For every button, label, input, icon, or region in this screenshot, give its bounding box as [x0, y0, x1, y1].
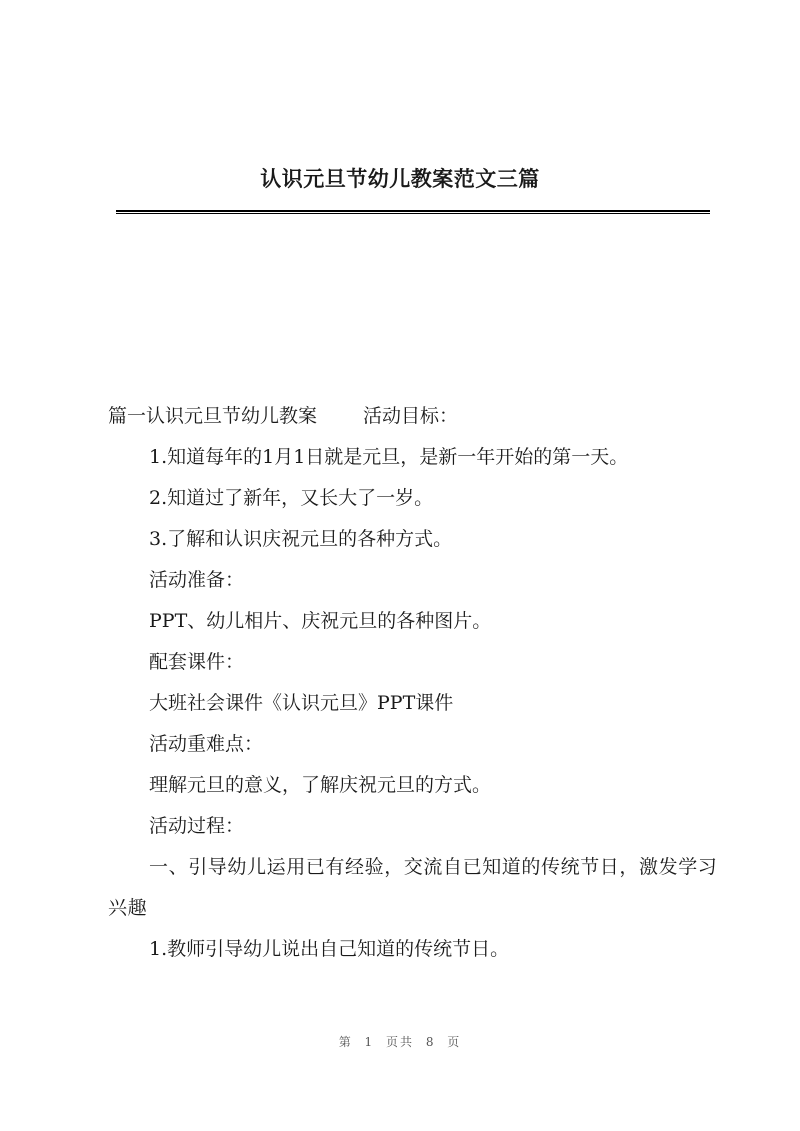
- paragraph: 理解元旦的意义，了解庆祝元旦的方式。: [149, 774, 492, 796]
- paragraph: 活动过程：: [149, 815, 245, 837]
- paragraph: 活动准备：: [149, 569, 245, 591]
- paragraph: 3.了解和认识庆祝元旦的各种方式。: [149, 528, 453, 550]
- paragraph: 1.教师引导幼儿说出自己知道的传统节日。: [149, 938, 510, 960]
- document-title: 认识元旦节幼儿教案范文三篇: [260, 167, 540, 191]
- goals-label: 活动目标：: [363, 405, 459, 427]
- section-heading: 篇一认识元旦节幼儿教案: [108, 405, 318, 427]
- paragraph: 配套课件：: [149, 651, 245, 673]
- paragraph: PPT、幼儿相片、庆祝元旦的各种图片。: [149, 610, 492, 632]
- paragraph: 2.知道过了新年，又长大了一岁。: [149, 487, 434, 509]
- paragraph: 1.知道每年的1月1日就是元旦，是新一年开始的第一天。: [149, 446, 629, 468]
- paragraph: 一、引导幼儿运用已有经验，交流自已知道的传统节日，激发学习兴趣: [108, 856, 718, 919]
- paragraph: 活动重难点：: [149, 733, 264, 755]
- section-heading-line: [108, 396, 718, 437]
- document-body: [108, 396, 718, 970]
- title-divider: [116, 210, 710, 214]
- page-number-footer: 第 1 页共 8 页: [338, 1035, 462, 1049]
- paragraph: 大班社会课件《认识元旦》PPT课件: [149, 692, 454, 714]
